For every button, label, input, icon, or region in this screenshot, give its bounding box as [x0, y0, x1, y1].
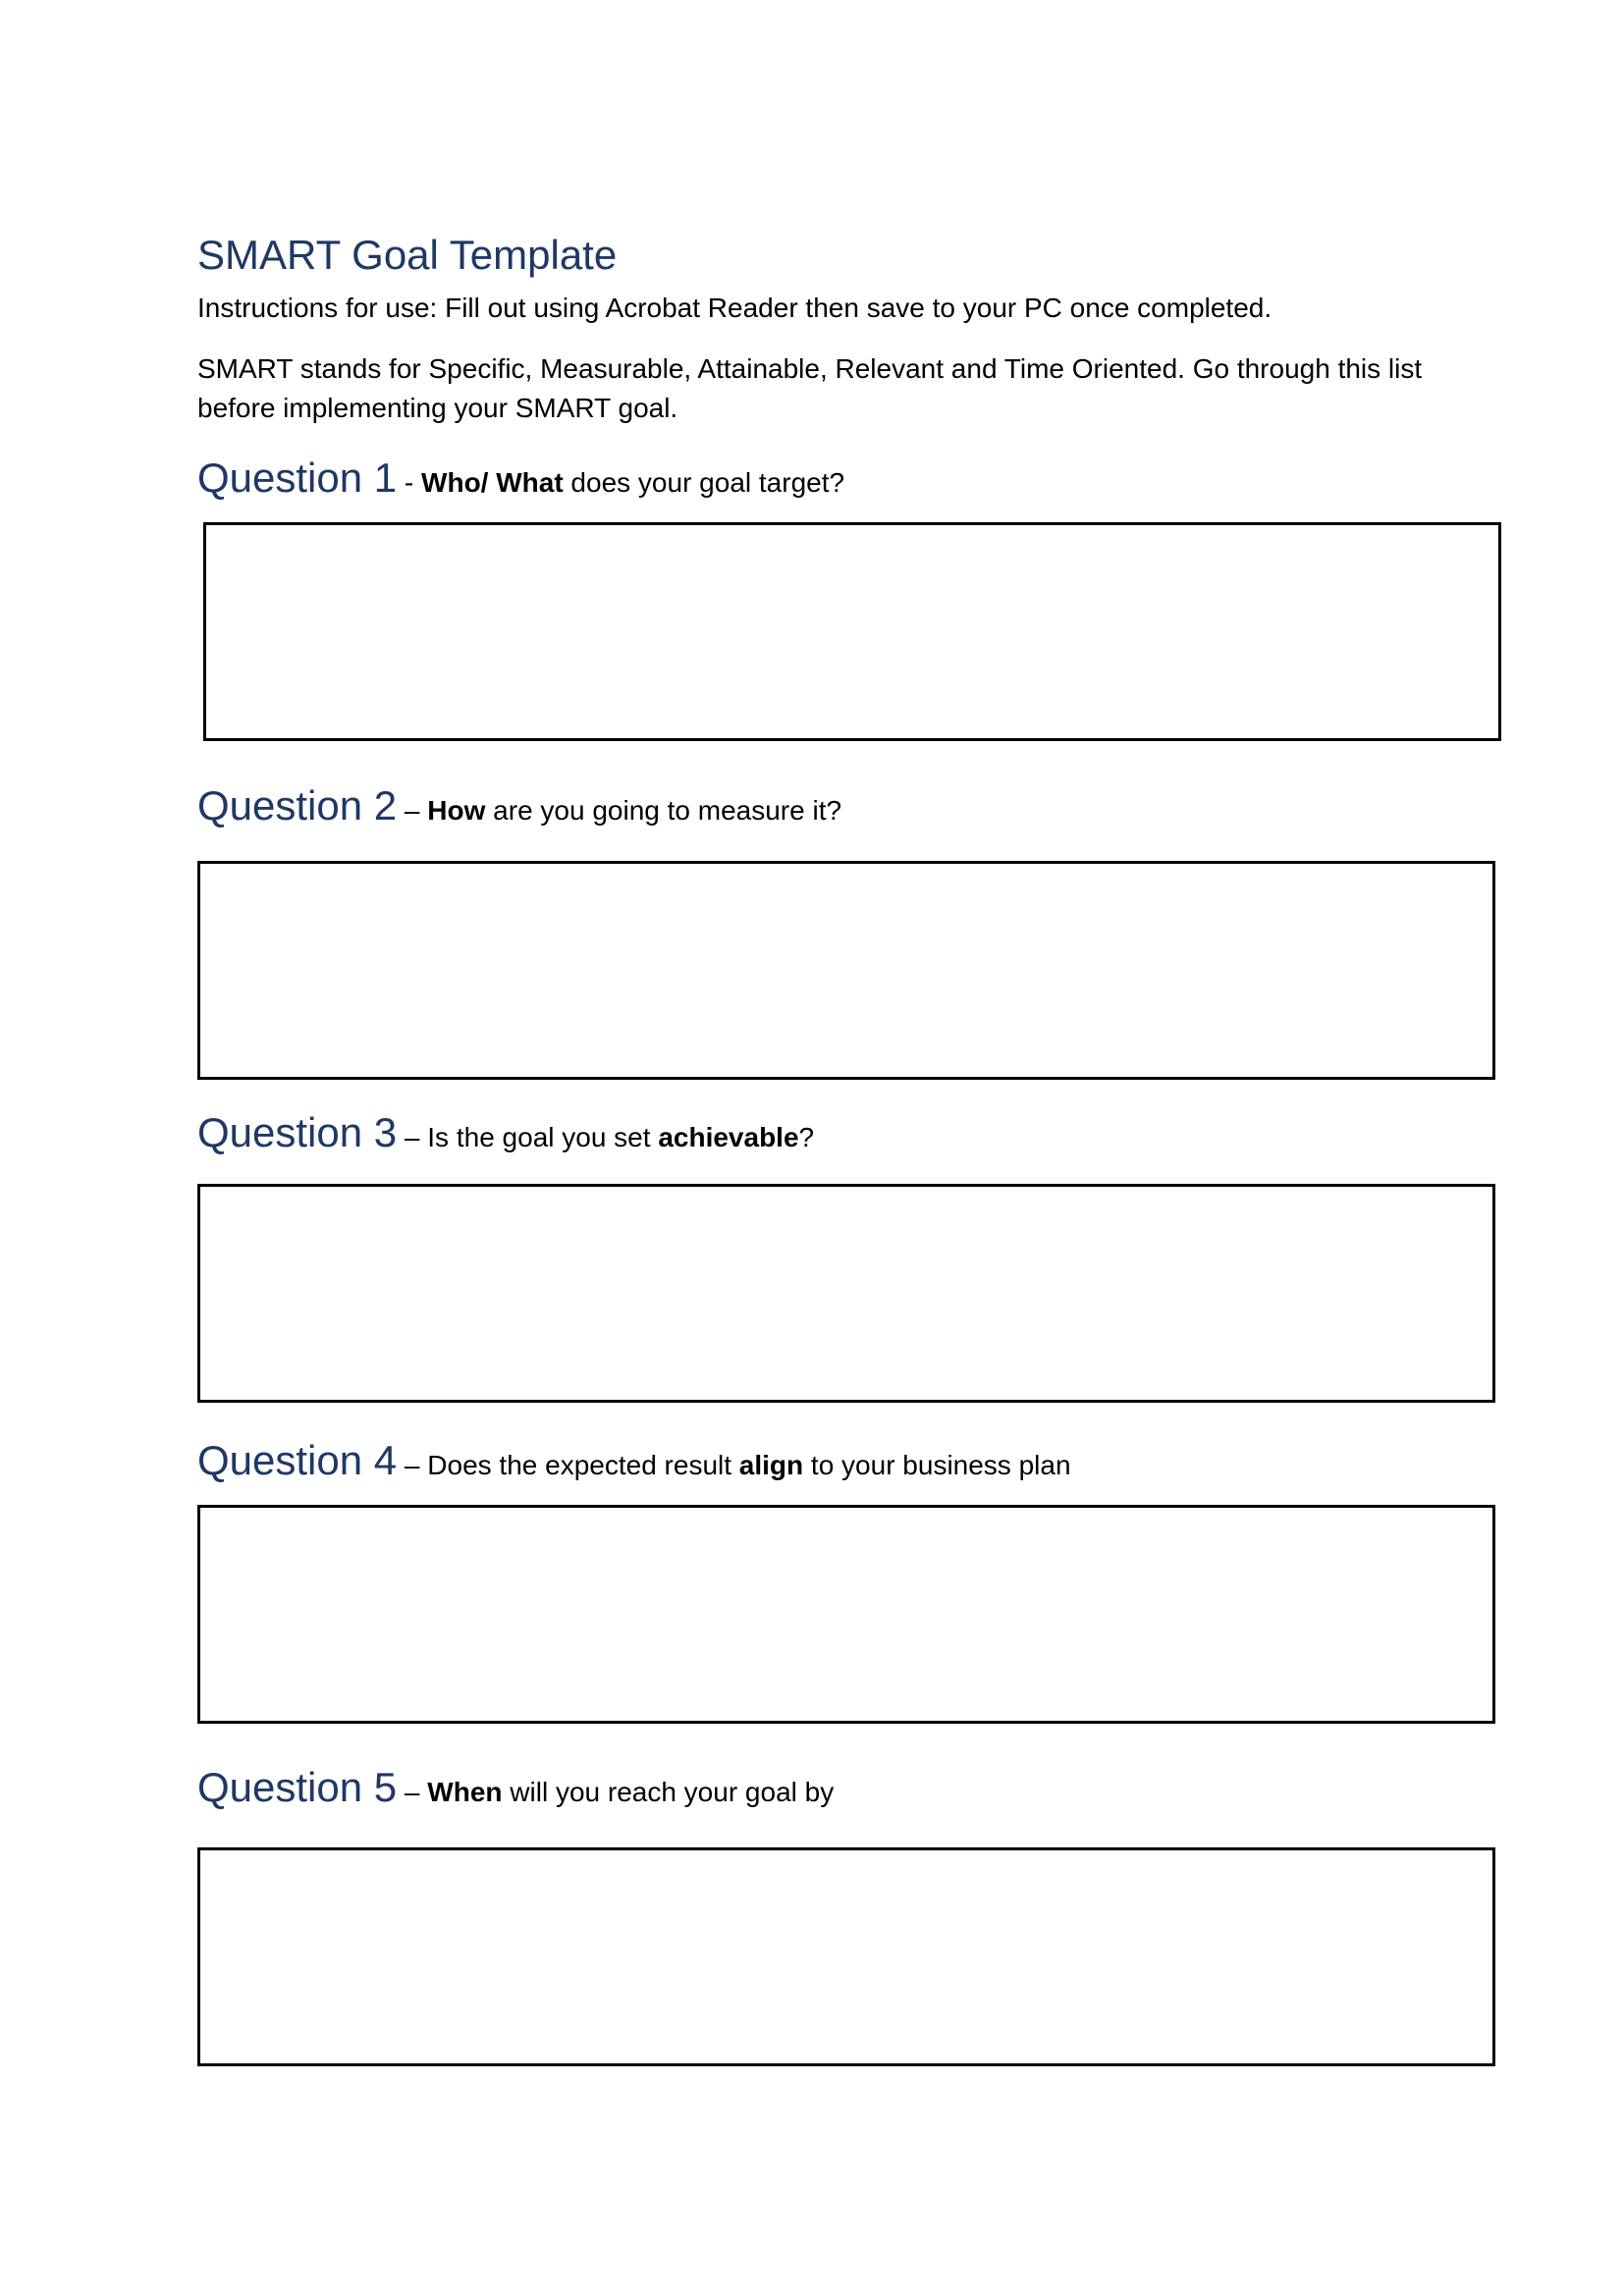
question-1-text: does your goal target? [563, 467, 845, 498]
intro-line-2: before implementing your SMART goal. [197, 393, 678, 423]
question-3-text: Is the goal you set [427, 1122, 659, 1152]
question-3-text-2: ? [798, 1122, 815, 1152]
question-1-answer-field[interactable] [203, 522, 1501, 741]
question-1-separator: - [397, 467, 422, 498]
question-4-separator: – [397, 1450, 428, 1480]
question-3-answer-field[interactable] [197, 1184, 1495, 1403]
question-5-answer-field[interactable] [197, 1847, 1495, 2066]
question-4-label: Question 4 [197, 1437, 398, 1483]
question-5-heading [197, 1760, 834, 1825]
question-5-text: will you reach your goal by [502, 1777, 835, 1807]
question-2-heading [197, 778, 841, 843]
question-2-label: Question 2 [197, 782, 398, 828]
question-4-text-2: to your business plan [803, 1450, 1071, 1480]
question-2-text: are you going to measure it? [485, 795, 842, 826]
question-4-heading [197, 1433, 1071, 1498]
question-4-text: Does the expected result [427, 1450, 739, 1480]
page-title: SMART Goal Template [197, 232, 618, 278]
question-1-heading [197, 451, 844, 515]
question-2-separator: – [397, 795, 428, 826]
question-2-answer-field[interactable] [197, 861, 1495, 1080]
question-3-bold-text-2: achievable [658, 1122, 799, 1152]
question-3-heading [197, 1105, 814, 1170]
intro-line-1: SMART stands for Specific, Measurable, Attainable, Relevant and Time Oriented. Go through this list [197, 353, 1423, 384]
question-2-bold-text: How [427, 795, 486, 826]
question-1-label: Question 1 [197, 454, 398, 501]
question-5-label: Question 5 [197, 1764, 398, 1810]
question-4-bold-text-2: align [738, 1450, 804, 1480]
question-4-answer-field[interactable] [197, 1505, 1495, 1724]
instructions-text: Instructions for use: Fill out using Acrobat Reader then save to your PC once completed. [197, 293, 1272, 323]
question-1-bold-text: Who/ What [421, 467, 564, 498]
question-5-bold-text: When [427, 1777, 503, 1807]
question-5-separator: – [397, 1777, 428, 1807]
question-3-separator: – [397, 1122, 428, 1152]
question-3-label: Question 3 [197, 1109, 398, 1155]
